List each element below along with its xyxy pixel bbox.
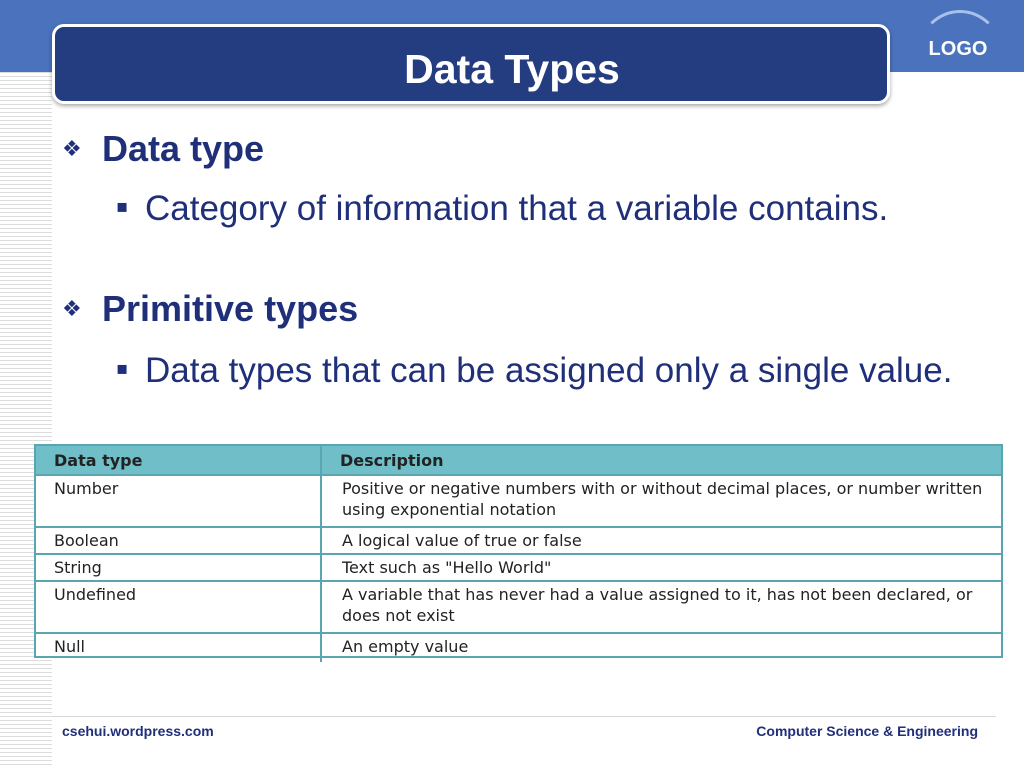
square-bullet-icon: ▪ — [116, 358, 129, 379]
footer-website: csehui.wordpress.com — [62, 723, 214, 739]
table-row — [36, 527, 1001, 554]
data-types-table — [34, 444, 1003, 658]
bullet-level1-data-type — [62, 128, 264, 170]
left-stripe-decoration — [0, 72, 52, 768]
table-row — [36, 633, 1001, 662]
table-cell-description: A logical value of true or false — [321, 527, 1001, 554]
bullet-level1-primitive-types — [62, 288, 358, 330]
table-cell-type: Number — [36, 475, 321, 527]
table-cell-type: Undefined — [36, 581, 321, 633]
bullet-heading: Primitive types — [102, 288, 359, 329]
column-header-description: Description — [321, 446, 1001, 475]
footer-department: Computer Science & Engineering — [756, 723, 978, 739]
bullet-text: Category of information that a variable contains. — [145, 189, 889, 228]
diamond-bullet-icon: ❖ — [62, 296, 82, 322]
table-header-row — [36, 446, 1001, 475]
table-cell-type: String — [36, 554, 321, 581]
logo-text: LOGO — [928, 38, 988, 60]
diamond-bullet-icon: ❖ — [62, 136, 82, 162]
footer-divider — [52, 716, 996, 717]
table-cell-description: Text such as "Hello World" — [321, 554, 1001, 581]
table-row — [36, 581, 1001, 633]
table-row — [36, 475, 1001, 527]
bullet-level2-category — [116, 186, 962, 232]
table-cell-description: A variable that has never had a value assigned to it, has not been declared, or does not exist — [321, 581, 1001, 633]
table-cell-description: An empty value — [321, 633, 1001, 662]
table-cell-description: Positive or negative numbers with or without decimal places, or number written using exponential notation — [321, 475, 1001, 527]
bullet-level2-data-types — [116, 348, 962, 394]
table-cell-type: Null — [36, 633, 321, 662]
square-bullet-icon: ▪ — [116, 196, 129, 217]
table-row — [36, 554, 1001, 581]
bullet-text: Data types that can be assigned only a single value. — [145, 351, 953, 390]
column-header-data-type: Data type — [36, 446, 321, 475]
table-cell-type: Boolean — [36, 527, 321, 554]
bullet-heading: Data type — [102, 128, 265, 169]
slide-title: Data Types — [404, 46, 620, 92]
